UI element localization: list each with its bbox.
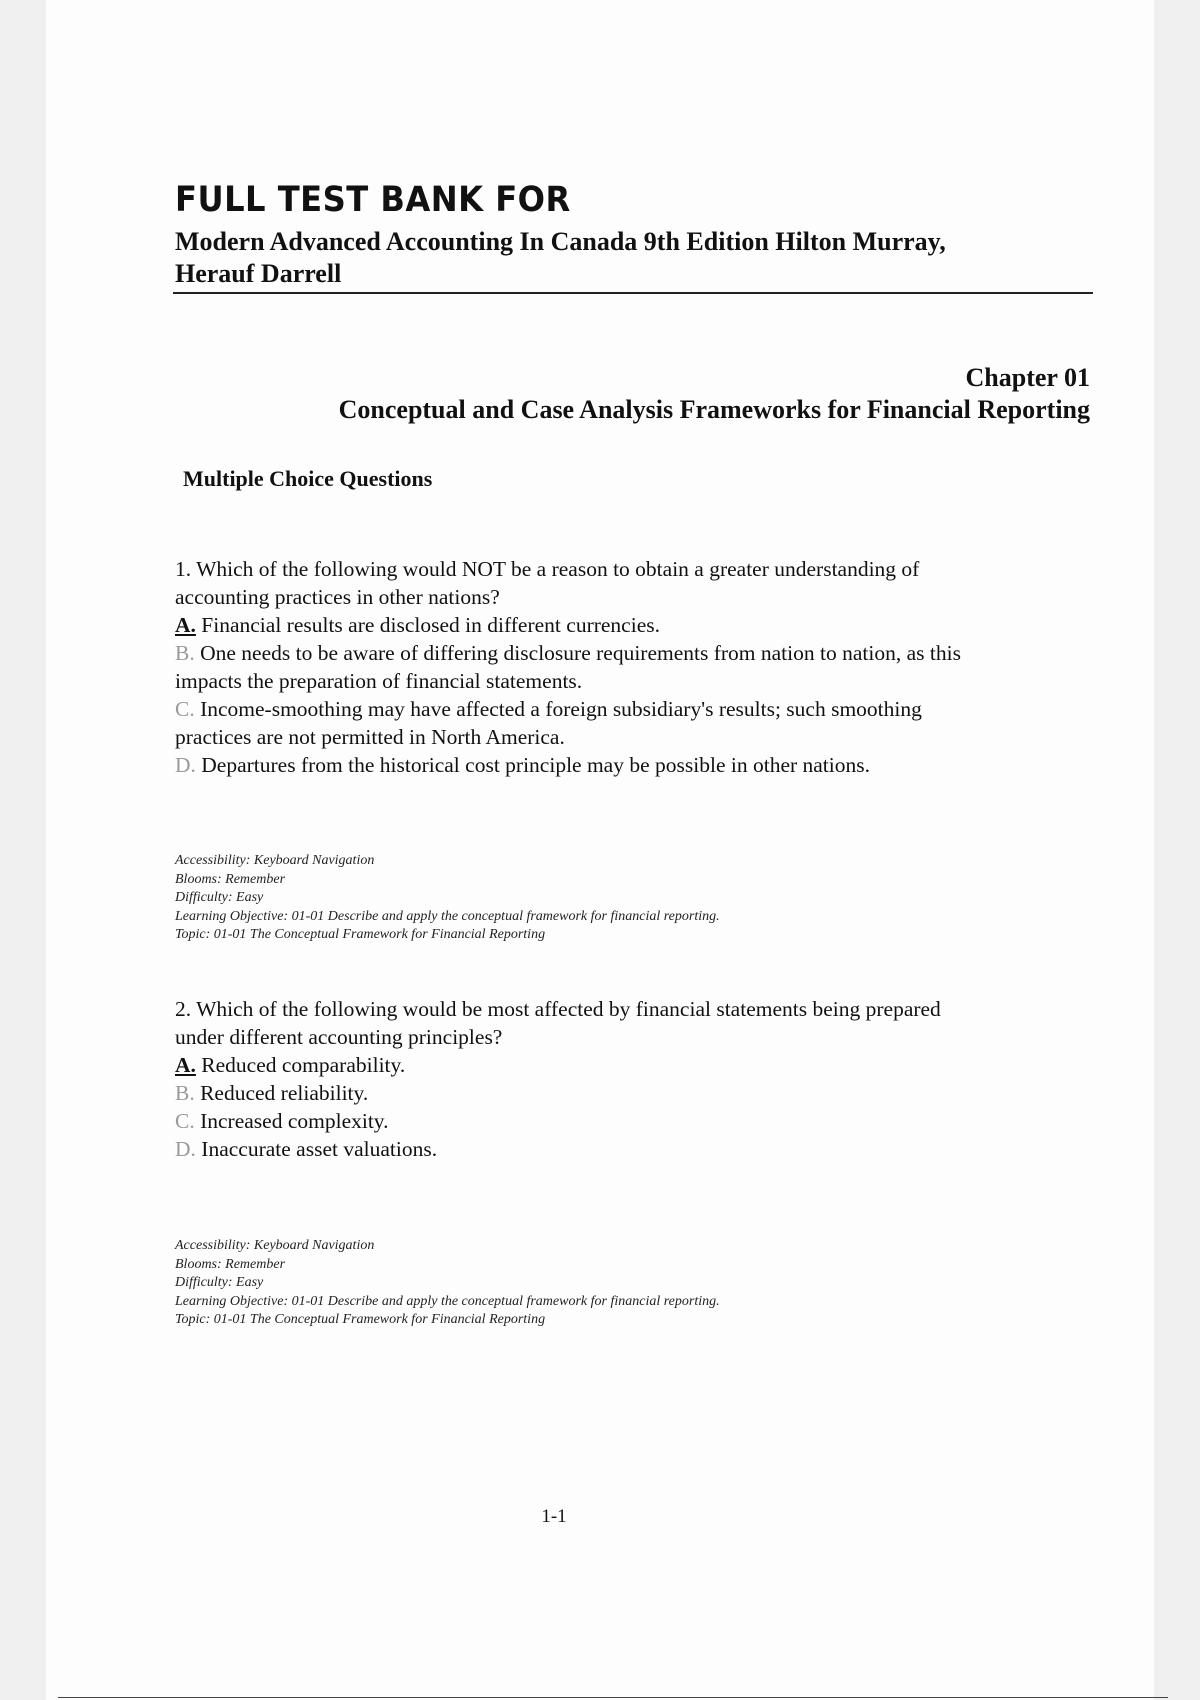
section-title: Multiple Choice Questions: [183, 466, 433, 491]
option-text: One needs to be aware of differing disclosure requirements from nation to nation, as this: [194, 641, 961, 665]
option-letter: A.: [175, 613, 196, 637]
question-2: [175, 995, 1075, 1163]
answer-option-d: [175, 1135, 1075, 1163]
answer-option-c: [175, 1107, 1075, 1135]
option-letter: A.: [175, 1053, 196, 1077]
question-stem: under different accounting principles?: [175, 1025, 503, 1049]
option-text: Financial results are disclosed in different currencies.: [195, 613, 660, 637]
option-text: Reduced comparability.: [195, 1053, 406, 1077]
book-title: [175, 226, 1055, 290]
page-number: 1-1: [541, 1506, 567, 1527]
book-title-line: Herauf Darrell: [175, 259, 342, 288]
meta-line: Accessibility: Keyboard Navigation: [175, 853, 375, 868]
option-text: Increased complexity.: [194, 1109, 389, 1133]
answer-option-b: [175, 1079, 1075, 1107]
option-letter: C.: [175, 697, 195, 721]
question-stem: 1. Which of the following would NOT be a reason to obtain a greater understanding of: [175, 557, 920, 581]
option-letter: B.: [175, 1081, 195, 1105]
answer-option-a: [175, 611, 1075, 639]
answer-option-c: [175, 695, 1075, 723]
chapter-title: Conceptual and Case Analysis Frameworks for Financial Reporting: [338, 395, 1090, 424]
question-stem: 2. Which of the following would be most affected by financial statements being prepared: [175, 997, 941, 1021]
banner-heading: FULL TEST BANK FOR: [175, 180, 571, 220]
meta-line: Learning Objective: 01-01 Describe and apply the conceptual framework for financial reporting.: [175, 1293, 720, 1309]
question-2-metadata: [175, 1237, 875, 1330]
meta-line: Difficulty: Easy: [175, 890, 264, 905]
meta-line: Learning Objective: 01-01 Describe and apply the conceptual framework for financial reporting.: [175, 908, 720, 924]
option-text: Income-smoothing may have affected a foreign subsidiary's results; such smoothing: [194, 697, 922, 721]
option-text: Departures from the historical cost principle may be possible in other nations.: [195, 753, 870, 777]
question-1-metadata: [175, 852, 875, 945]
title-divider: [173, 292, 1093, 294]
option-letter: B.: [175, 641, 195, 665]
meta-line: Accessibility: Keyboard Navigation: [175, 1238, 375, 1253]
option-letter: D.: [175, 1137, 196, 1161]
option-text-continued: practices are not permitted in North America.: [175, 725, 565, 749]
meta-line: Blooms: Remember: [175, 871, 286, 887]
question-stem: accounting practices in other nations?: [175, 585, 500, 609]
meta-line: Difficulty: Easy: [175, 1275, 264, 1290]
meta-line: Topic: 01-01 The Conceptual Framework for Financial Reporting: [175, 1312, 546, 1327]
book-title-line: Modern Advanced Accounting In Canada 9th Edition Hilton Murray,: [175, 227, 946, 256]
page-bottom-divider: [58, 1697, 1168, 1698]
question-1: [175, 555, 1075, 779]
answer-option-b: [175, 639, 1075, 667]
option-text: Inaccurate asset valuations.: [195, 1137, 438, 1161]
answer-option-d: [175, 751, 1075, 779]
meta-line: Topic: 01-01 The Conceptual Framework for Financial Reporting: [175, 927, 546, 942]
chapter-number: Chapter 01: [965, 363, 1090, 392]
option-text-continued: impacts the preparation of financial statements.: [175, 669, 583, 693]
option-letter: D.: [175, 753, 196, 777]
answer-option-a: [175, 1051, 1075, 1079]
meta-line: Blooms: Remember: [175, 1256, 286, 1272]
option-letter: C.: [175, 1109, 195, 1133]
option-text: Reduced reliability.: [194, 1081, 369, 1105]
